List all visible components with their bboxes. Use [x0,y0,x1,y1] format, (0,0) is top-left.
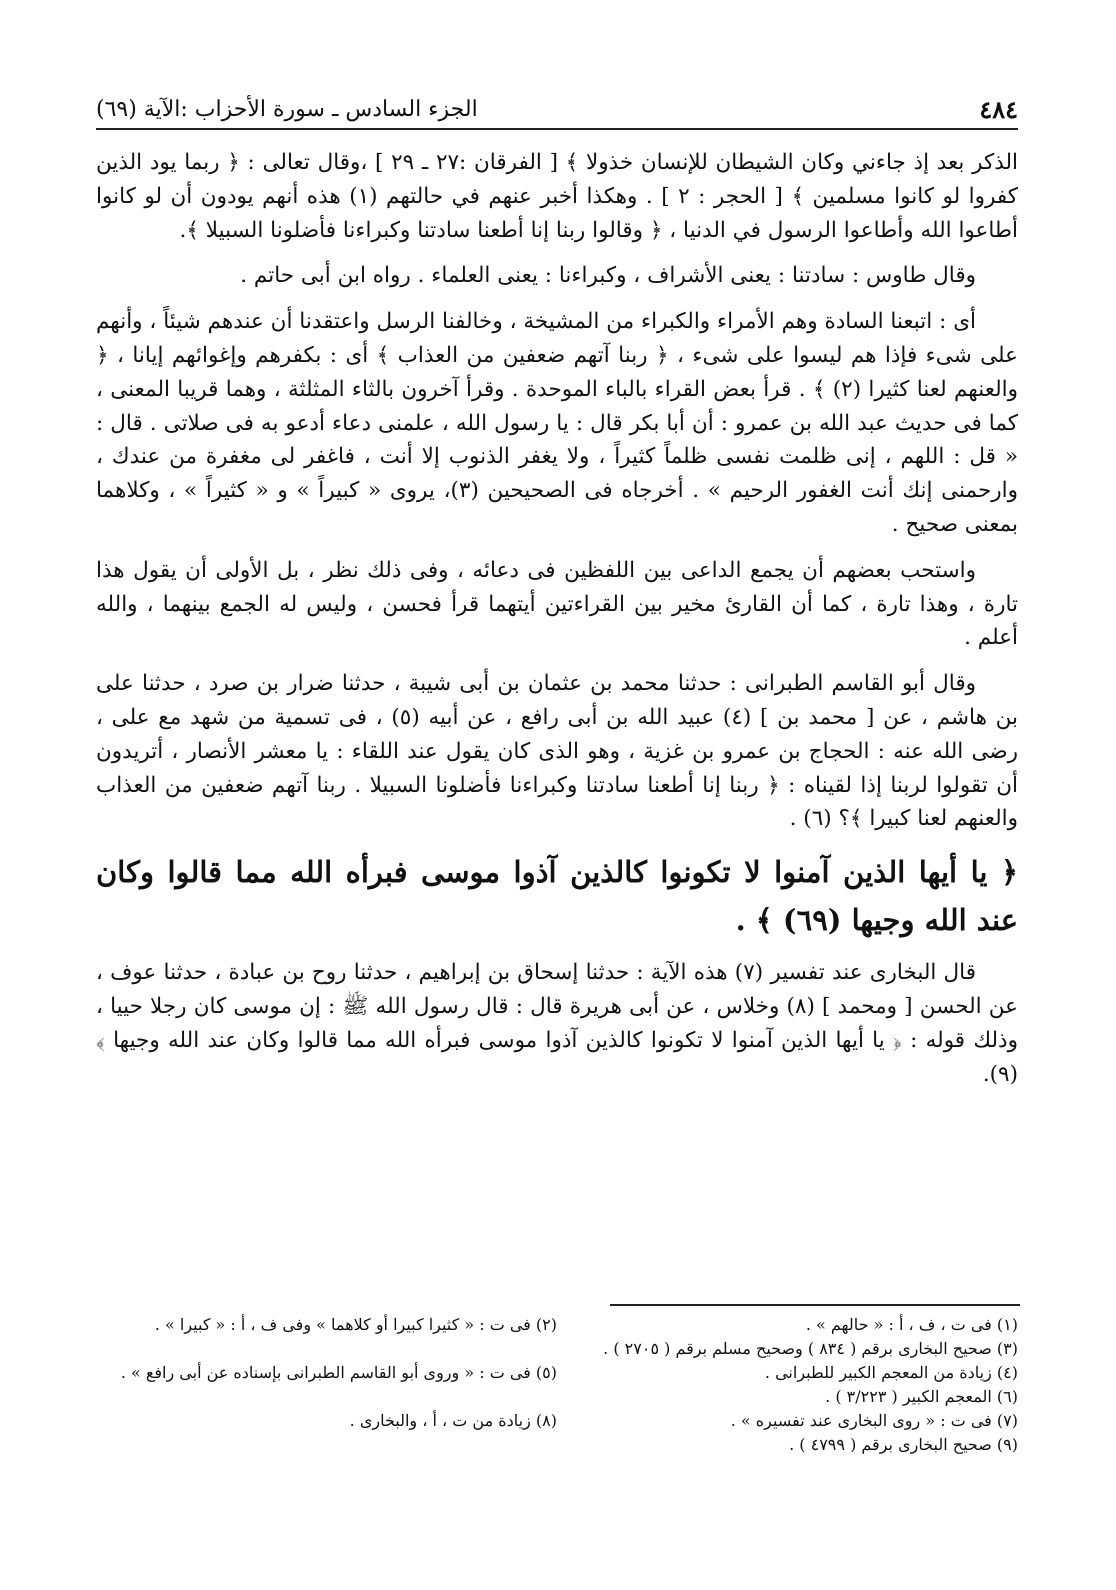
footnote-row [96,1385,1018,1409]
footnote-row [96,1337,1018,1361]
paragraph: قال البخارى عند تفسير (٧) هذه الآية : حدثنا إسحاق بن إبراهيم ، حدثنا روح بن عبادة ، حدثنا عوف ، عن الحسن [ ومحمد ] (٨) وخلاس ، عن أبى هريرة قال : قال رسول الله ﷺ : إن موسى كان رجلا حييا ، وذلك قوله : ﴿ يا أيها الذين آمنوا لا تكونوا كالذين آذوا موسى فبرأه الله مما قالوا وكان عند الله وجيها ﴾ (٩). [96,960,1018,1087]
main-text [96,146,1018,1103]
paragraph: الذكر بعد إذ جاءني وكان الشيطان للإنسان خذولا ﴾ [ الفرقان :٢٧ ـ ٢٩ ] ،وقال تعالى : ﴿ ربما يود الذين كفروا لو كانوا مسلمين ﴾ [ الحجر : ٢ ] . وهكذا أخبر عنهم في حالتهم (١) هذه أنهم يودون أن لو كانوا أطاعوا الله وأطاعوا الرسول في الدنيا ، ﴿ وقالوا ربنا إنا أطعنا سادتنا وكبراءنا فأضلونا السبيلا ﴾. [96,150,1019,243]
paragraph: واستحب بعضهم أن يجمع الداعى بين اللفظين فى دعائه ، وفى ذلك نظر ، بل الأولى أن يقول هذا تارة ، وهذا تارة ، كما أن القارئ مخير بين القراءتين أيتهما قرأ فحسن ، وليس له الجمع بينهما ، والله أعلم . [96,557,1018,651]
footnote: (٩) صحيح البخارى برقم ( ٤٧٩٩ ) . [789,1435,1018,1454]
footnote: (٤) زيادة من المعجم الكبير للطبرانى . [764,1363,1018,1382]
footnote-row [96,1361,1018,1385]
footnote-row [96,1409,1018,1433]
footnote: (٣) صحيح البخارى برقم ( ٨٣٤ ) وصحيح مسلم برقم ( ٢٧٠٥ ) . [603,1339,1018,1358]
footnote: (٧) فى ت : « روى البخارى عند تفسيره » . [730,1411,1018,1430]
footnote-row [96,1433,1018,1457]
footnote-row [96,1313,1018,1337]
footnote: (٨) زيادة من ت ، أ ، والبخارى . [349,1411,557,1430]
footnote [96,1337,557,1361]
page-number: ٤٨٤ [979,94,1018,124]
paragraph: وقال طاوس : سادتنا : يعنى الأشراف ، وكبراءنا : يعنى العلماء . رواه ابن أبى حاتم . [240,263,976,289]
footnote-divider [610,1304,1020,1306]
footnote: (٥) فى ت : « وروى أبو القاسم الطبرانى بإسناده عن أبى رافع » . [120,1363,557,1382]
footnote: (٢) فى ت : « كثيرا كبيرا أو كلاهما » وفى ف ، أ : « كبيرا » . [154,1315,557,1334]
footnote: (١) فى ت ، ف ، أ : « حالهم » . [805,1315,1018,1334]
footnotes [96,1313,1018,1457]
footnote: (٦) المعجم الكبير ( ٣/٢٢٣ ) . [825,1387,1018,1406]
page-header [96,90,1018,130]
paragraph: أى : اتبعنا السادة وهم الأمراء والكبراء من المشيخة ، وخالفنا الرسل واعتقدنا أن عندهم شيئاً ، وأنهم على شىء فإذا هم ليسوا على شىء ، ﴿ ربنا آتهم ضعفين من العذاب ﴾ أى : بكفرهم وإغوائهم إيانا ، ﴿ والعنهم لعنا كثيرا (٢) ﴾ . قرأ بعض القراء بالباء الموحدة . وقرأ آخرون بالثاء المثلثة ، وهما قريبا المعنى ، كما فى حديث عبد الله بن عمرو : أن أبا بكر قال : يا رسول الله ، علمنى دعاء أدعو به فى صلاتى . قال : « قل : اللهم ، إنى ظلمت نفسى ظلماً كثيراً ، ولا يغفر الذنوب إلا أنت ، فاغفر لى مغفرة من عندك ، وارحمنى إنك أنت الغفور الرحيم » . أخرجاه فى الصحيحين (٣)، يروى « كبيراً » و « كثيراً » ، وكلاهما بمعنى صحيح . [96,309,1019,537]
footnote [96,1433,557,1457]
paragraph: وقال أبو القاسم الطبرانى : حدثنا محمد بن عثمان بن أبى شيبة ، حدثنا ضرار بن صرد ، حدثنا على بن هاشم ، عن [ محمد بن ] (٤) عبيد الله بن أبى رافع ، عن أبيه (٥) ، فى تسمية من شهد مع على ، رضى الله عنه : الحجاج بن عمرو بن غزية ، وهو الذى كان يقول عند اللقاء : يا معشر الأنصار ، أتريدون أن تقولوا لربنا إذا لقيناه : ﴿ ربنا إنا أطعنا سادتنا وكبراءنا فأضلونا السبيلا . ربنا آتهم ضعفين من العذاب والعنهم لعنا كبيرا ﴾؟ (٦) . [96,671,1019,832]
quran-verse: ﴿ يا أيها الذين آمنوا لا تكونوا كالذين آذوا موسى فبرأه الله مما قالوا وكان عند الله وجيها (٦٩) ﴾ . [96,855,1018,938]
footnote [96,1385,557,1409]
running-title: الجزء السادس ـ سورة الأحزاب :الآية (٦٩) [96,96,478,122]
